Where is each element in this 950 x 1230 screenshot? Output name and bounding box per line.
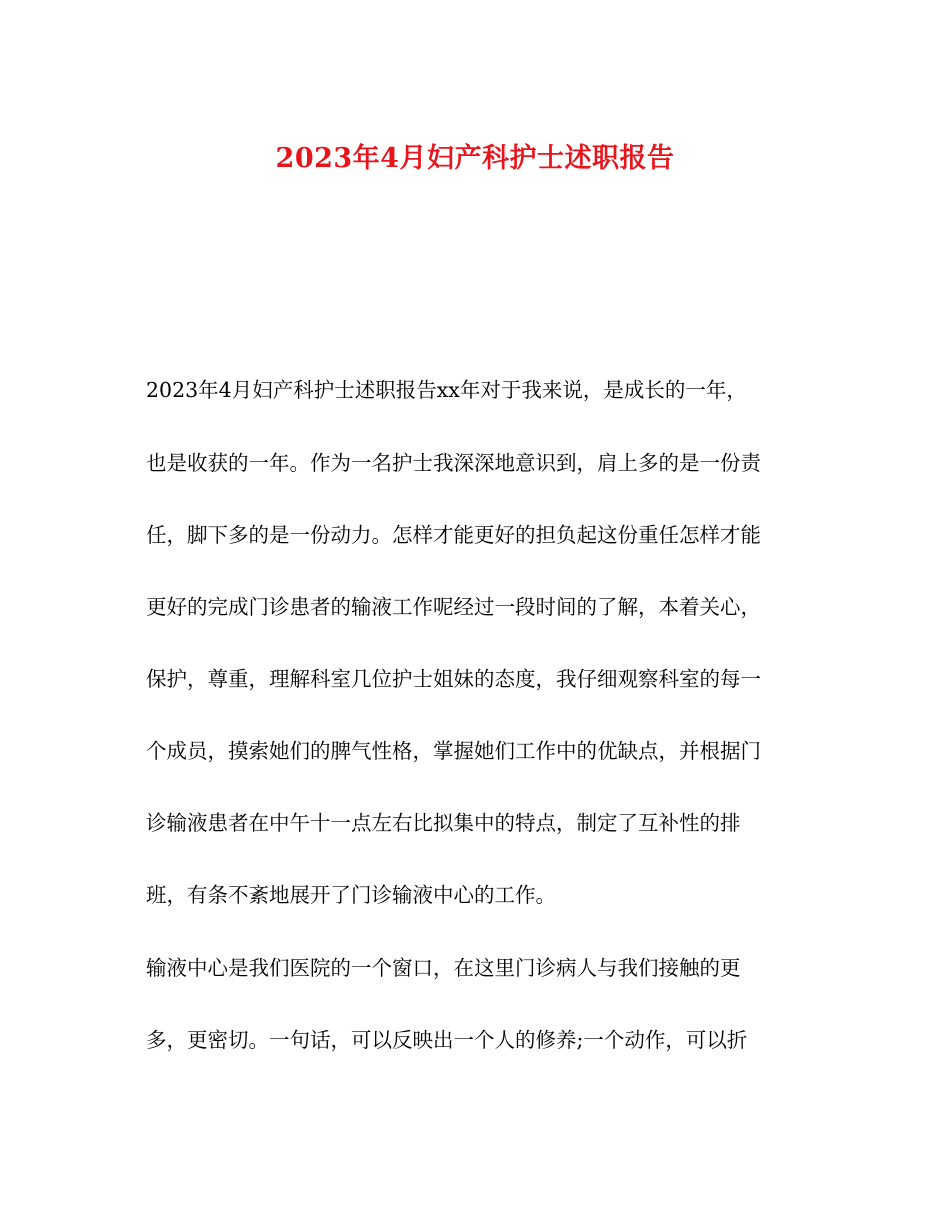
paragraph-line: 更好的完成门诊患者的输液工作呢经过一段时间的了解，本着关心， bbox=[146, 595, 761, 619]
paragraph-line: 个成员，摸索她们的脾气性格，掌握她们工作中的优缺点，并根据门 bbox=[146, 739, 761, 763]
paragraph-line: 2023年4月妇产科护士述职报告xx年对于我来说，是成长的一年， bbox=[146, 378, 747, 402]
paragraph-line: 保护，尊重，理解科室几位护士姐妹的态度，我仔细观察科室的每一 bbox=[146, 667, 761, 691]
paragraph-line: 诊输液患者在中午十一点左右比拟集中的特点，制定了互补性的排 bbox=[146, 811, 741, 835]
paragraph-line: 也是收获的一年。作为一名护士我深深地意识到，肩上多的是一份责 bbox=[146, 451, 761, 475]
paragraph-line: 输液中心是我们医院的一个窗口，在这里门诊病人与我们接触的更 bbox=[146, 956, 741, 980]
paragraph-line: 任，脚下多的是一份动力。怎样才能更好的担负起这份重任怎样才能 bbox=[146, 523, 761, 547]
paragraph-line: 多，更密切。一句话，可以反映出一个人的修养;一个动作，可以折 bbox=[146, 1028, 748, 1052]
document-title: 2023年4月妇产科护士述职报告 bbox=[275, 143, 675, 174]
paragraph-line: 班，有条不紊地展开了门诊输液中心的工作。 bbox=[146, 883, 556, 907]
